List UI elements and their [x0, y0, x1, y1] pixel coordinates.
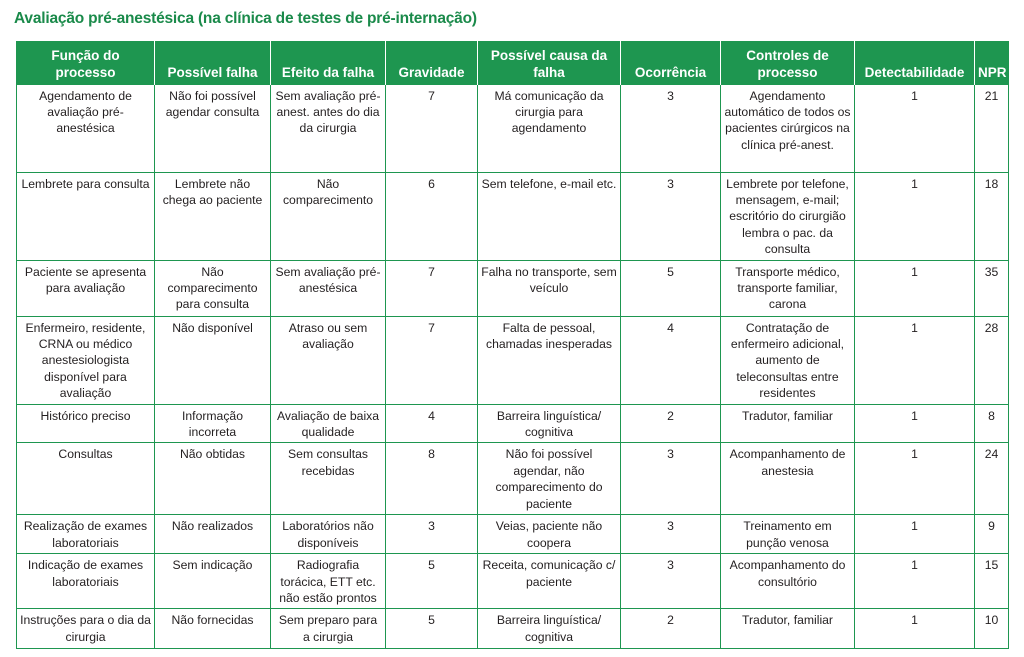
cell-falha: Não realizados: [155, 515, 271, 554]
table-row: [17, 316, 1009, 404]
cell-npr: 10: [975, 609, 1009, 649]
cell-controles: Treinamento em punção venosa: [721, 515, 855, 554]
cell-falha: Informação incorreta: [155, 404, 271, 443]
table-row: [17, 404, 1009, 443]
cell-ocorrencia: 4: [621, 316, 721, 404]
cell-funcao: Realização de exames laboratoriais: [17, 515, 155, 554]
col-header-gravidade: Gravidade: [386, 41, 478, 84]
cell-ocorrencia: 3: [621, 84, 721, 172]
cell-causa: Má comunicação da cirurgia para agendamento: [478, 84, 621, 172]
cell-npr: 9: [975, 515, 1009, 554]
cell-controles: Acompanhamento do consultório: [721, 554, 855, 609]
cell-npr: 28: [975, 316, 1009, 404]
cell-detectabilidade: 1: [855, 515, 975, 554]
cell-gravidade: 6: [386, 172, 478, 260]
col-header-funcao: Função do processo: [17, 41, 155, 84]
table-row: [17, 172, 1009, 260]
cell-gravidade: 7: [386, 316, 478, 404]
page-title: Avaliação pré-anestésica (na clínica de testes de pré-internação): [14, 10, 477, 27]
cell-efeito: Não comparecimento: [271, 172, 386, 260]
cell-ocorrencia: 3: [621, 443, 721, 515]
cell-falha: Não foi possível agendar consulta: [155, 84, 271, 172]
cell-funcao: Paciente se apresenta para avaliação: [17, 260, 155, 316]
cell-controles: Agendamento automático de todos os pacientes cirúrgicos na clínica pré-anest.: [721, 84, 855, 172]
cell-gravidade: 3: [386, 515, 478, 554]
fmea-table: [16, 41, 1009, 649]
cell-ocorrencia: 3: [621, 515, 721, 554]
cell-detectabilidade: 1: [855, 260, 975, 316]
cell-controles: Acompanhamento de anestesia: [721, 443, 855, 515]
header-row: [17, 41, 1009, 84]
cell-funcao: Indicação de exames laboratoriais: [17, 554, 155, 609]
cell-falha: Não disponível: [155, 316, 271, 404]
cell-gravidade: 5: [386, 554, 478, 609]
cell-efeito: Atraso ou sem avaliação: [271, 316, 386, 404]
cell-falha: Lembrete não chega ao paciente: [155, 172, 271, 260]
cell-npr: 15: [975, 554, 1009, 609]
cell-detectabilidade: 1: [855, 172, 975, 260]
cell-controles: Lembrete por telefone, mensagem, e-mail; escritório do cirurgião lembra o pac. da consulta: [721, 172, 855, 260]
col-header-falha: Possível falha: [155, 41, 271, 84]
cell-causa: Não foi possível agendar, não comparecimento do paciente: [478, 443, 621, 515]
cell-npr: 8: [975, 404, 1009, 443]
cell-efeito: Sem avaliação pré-anestésica: [271, 260, 386, 316]
cell-causa: Sem telefone, e-mail etc.: [478, 172, 621, 260]
cell-controles: Tradutor, familiar: [721, 609, 855, 649]
cell-npr: 24: [975, 443, 1009, 515]
cell-funcao: Histórico preciso: [17, 404, 155, 443]
cell-gravidade: 5: [386, 609, 478, 649]
cell-gravidade: 7: [386, 84, 478, 172]
cell-detectabilidade: 1: [855, 84, 975, 172]
cell-npr: 35: [975, 260, 1009, 316]
cell-falha: Não fornecidas: [155, 609, 271, 649]
col-header-detectabilidade: Detectabilidade: [855, 41, 975, 84]
table-row: [17, 260, 1009, 316]
cell-detectabilidade: 1: [855, 404, 975, 443]
cell-gravidade: 7: [386, 260, 478, 316]
cell-causa: Falha no transporte, sem veículo: [478, 260, 621, 316]
table-row: [17, 515, 1009, 554]
cell-controles: Transporte médico, transporte familiar, carona: [721, 260, 855, 316]
cell-efeito: Sem preparo para a cirurgia: [271, 609, 386, 649]
cell-efeito: Avaliação de baixa qualidade: [271, 404, 386, 443]
cell-ocorrencia: 5: [621, 260, 721, 316]
col-header-efeito: Efeito da falha: [271, 41, 386, 84]
table-row: [17, 443, 1009, 515]
cell-ocorrencia: 2: [621, 609, 721, 649]
cell-detectabilidade: 1: [855, 554, 975, 609]
cell-npr: 18: [975, 172, 1009, 260]
cell-gravidade: 4: [386, 404, 478, 443]
cell-causa: Receita, comunicação c/ paciente: [478, 554, 621, 609]
cell-controles: Tradutor, familiar: [721, 404, 855, 443]
cell-falha: Sem indicação: [155, 554, 271, 609]
cell-ocorrencia: 3: [621, 172, 721, 260]
cell-efeito: Laboratórios não disponíveis: [271, 515, 386, 554]
cell-detectabilidade: 1: [855, 443, 975, 515]
col-header-causa: Possível causa da falha: [478, 41, 621, 84]
col-header-controles: Controles de processo: [721, 41, 855, 84]
cell-ocorrencia: 2: [621, 404, 721, 443]
col-header-npr: NPR: [975, 41, 1009, 84]
cell-funcao: Consultas: [17, 443, 155, 515]
cell-causa: Veias, paciente não coopera: [478, 515, 621, 554]
cell-efeito: Sem avaliação pré-anest. antes do dia da cirurgia: [271, 84, 386, 172]
col-header-ocorrencia: Ocorrência: [621, 41, 721, 84]
cell-efeito: Sem consultas recebidas: [271, 443, 386, 515]
cell-causa: Barreira linguística/ cognitiva: [478, 404, 621, 443]
table-row: [17, 554, 1009, 609]
cell-detectabilidade: 1: [855, 316, 975, 404]
cell-causa: Barreira linguística/ cognitiva: [478, 609, 621, 649]
cell-npr: 21: [975, 84, 1009, 172]
cell-efeito: Radiografia torácica, ETT etc. não estão prontos: [271, 554, 386, 609]
cell-ocorrencia: 3: [621, 554, 721, 609]
cell-falha: Não comparecimento para consulta: [155, 260, 271, 316]
cell-funcao: Instruções para o dia da cirurgia: [17, 609, 155, 649]
cell-falha: Não obtidas: [155, 443, 271, 515]
table-row: [17, 609, 1009, 649]
cell-gravidade: 8: [386, 443, 478, 515]
table-row: [17, 84, 1009, 172]
cell-funcao: Lembrete para consulta: [17, 172, 155, 260]
cell-detectabilidade: 1: [855, 609, 975, 649]
cell-funcao: Agendamento de avaliação pré-anestésica: [17, 84, 155, 172]
cell-causa: Falta de pessoal, chamadas inesperadas: [478, 316, 621, 404]
cell-controles: Contratação de enfermeiro adicional, aumento de teleconsultas entre residentes: [721, 316, 855, 404]
cell-funcao: Enfermeiro, residente, CRNA ou médico anestesiologista disponível para avaliação: [17, 316, 155, 404]
